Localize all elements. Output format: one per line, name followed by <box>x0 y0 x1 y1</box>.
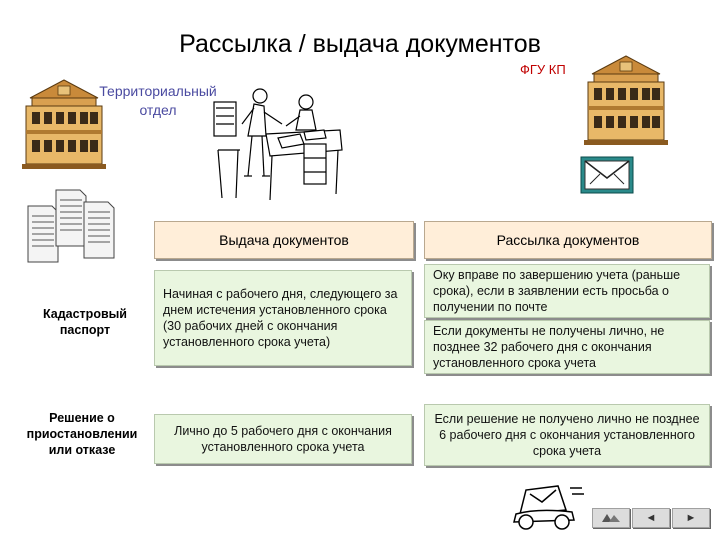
column-header-issue: Выдача документов <box>154 221 414 259</box>
mail-icon <box>580 156 634 194</box>
building-icon <box>584 54 668 146</box>
territorial-label: Территориальный отдел <box>99 83 217 118</box>
row-label-suspension-decision: Решение о приостановлении или отказе <box>26 411 138 457</box>
cell-mailing-decision <box>424 404 710 466</box>
cell-text: Лично до 5 рабочего дня с окончания установленного срока учета <box>174 424 392 454</box>
fgu-label: ФГУ КП <box>520 62 566 77</box>
page-title: Рассылка / выдача документов <box>179 30 541 58</box>
cell-text: Если решение не получено лично не позднее 6 рабочего дня с окончания установленного срока учета <box>434 412 700 458</box>
cell-text: Начиная с рабочего дня, следующего за днем истечения установленного срока (30 рабочих дней с окончания установленного срока учета) <box>163 287 398 349</box>
prev-button[interactable] <box>632 508 670 528</box>
cell-issue-decision <box>154 414 412 464</box>
row-label-cadastral-passport: Кадастровый паспорт <box>42 307 127 337</box>
home-icon <box>601 512 621 524</box>
cell-text: Оку вправе по завершению учета (раньше срока), если в заявлении есть просьба о получении по почте <box>433 268 681 314</box>
next-arrow-icon: ► <box>685 512 697 524</box>
cell-mailing-cadastral-deadline <box>424 320 710 374</box>
cell-mailing-cadastral-early <box>424 264 710 318</box>
cell-text: Если документы не получены лично, не позднее 32 рабочего дня с окончания установленного срока учета <box>433 324 665 370</box>
home-button[interactable] <box>592 508 630 528</box>
next-button[interactable] <box>672 508 710 528</box>
documents-icon <box>26 188 120 264</box>
cell-issue-cadastral <box>154 270 412 366</box>
prev-arrow-icon: ◄ <box>645 512 657 524</box>
building-icon <box>22 78 106 170</box>
mail-car-icon <box>508 474 586 532</box>
column-header-mailing: Рассылка документов <box>424 221 712 259</box>
office-workers-illustration <box>208 72 348 204</box>
